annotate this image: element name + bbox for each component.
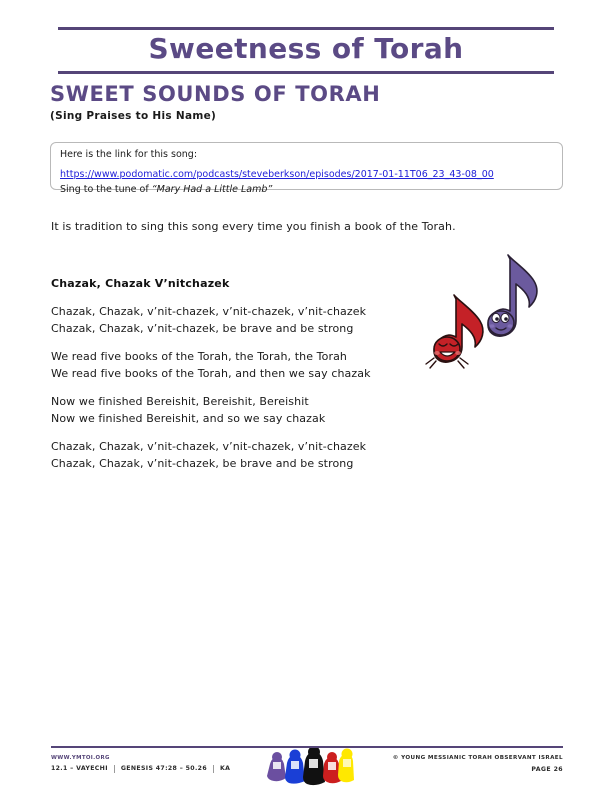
link-box-intro-label: Here is the link for this song: [60, 149, 198, 160]
section-title: SWEET SOUNDS OF TORAH [50, 82, 381, 106]
lyric-line: Chazak, Chazak, v’nit-chazek, v’nit-chazek, v’nit-chazek [51, 440, 367, 453]
lyric-line: Chazak, Chazak, v’nit-chazek, v’nit-chazek, v’nit-chazek [51, 305, 367, 318]
verse [51, 393, 411, 427]
lyric-line: Chazak, Chazak, v’nit-chazek, be brave and be strong [51, 457, 354, 470]
footer-code: KA [219, 765, 231, 772]
footer-metadata [51, 763, 230, 774]
lyric-line: Chazak, Chazak, v’nit-chazek, be brave and be strong [51, 322, 354, 335]
purple-music-note-icon [488, 255, 537, 336]
page-title: Sweetness of Torah [148, 32, 464, 65]
header-rule-bottom [58, 71, 554, 74]
tune-line [60, 182, 553, 197]
lyrics-block [51, 303, 411, 472]
music-notes-illustration [412, 243, 547, 378]
logo-figure-red [323, 752, 341, 783]
footer-reference: GENESIS 47:28 – 50.26 [120, 765, 207, 772]
ymtoi-logo [262, 748, 354, 790]
lyric-line: Now we finished Bereishit, Bereishit, Bereishit [51, 395, 309, 408]
tune-prefix: Sing to the tune of [60, 184, 152, 195]
lyric-line: We read five books of the Torah, and then we say chazak [51, 367, 371, 380]
verse [51, 303, 411, 337]
footer-portion: 12.1 – VAYECHI [51, 765, 108, 772]
footer-page-number: PAGE 26 [531, 766, 563, 773]
lyric-line: Now we finished Bereishit, and so we say chazak [51, 412, 326, 425]
footer-separator [213, 765, 214, 773]
logo-figure-blue [285, 750, 305, 784]
lyrics-heading: Chazak, Chazak V’nitchazek [51, 277, 230, 290]
lyric-line: We read five books of the Torah, the Torah, the Torah [51, 350, 347, 363]
logo-figure-yellow [338, 749, 354, 783]
logo-figure-black [303, 748, 325, 785]
tune-song-title: “Mary Had a Little Lamb” [151, 184, 273, 195]
footer-left [51, 754, 230, 774]
footer-right [393, 754, 563, 776]
intro-paragraph: It is tradition to sing this song every time you finish a book of the Torah. [51, 220, 456, 233]
footer-copyright: © YOUNG MESSIANIC TORAH OBSERVANT ISRAEL [392, 755, 563, 761]
verse [51, 438, 411, 472]
section-subtitle: (Sing Praises to His Name) [50, 110, 217, 122]
footer-separator [114, 765, 115, 773]
logo-figure-purple [267, 752, 286, 781]
red-music-note-icon [426, 295, 483, 368]
verse [51, 348, 411, 382]
link-box [50, 142, 563, 195]
footer-website[interactable]: WWW.YMTOI.ORG [51, 755, 110, 761]
podcast-link[interactable]: https://www.podomatic.com/podcasts/steveberkson/episodes/2017-01-11T06_23_43-08_00 [60, 169, 494, 180]
